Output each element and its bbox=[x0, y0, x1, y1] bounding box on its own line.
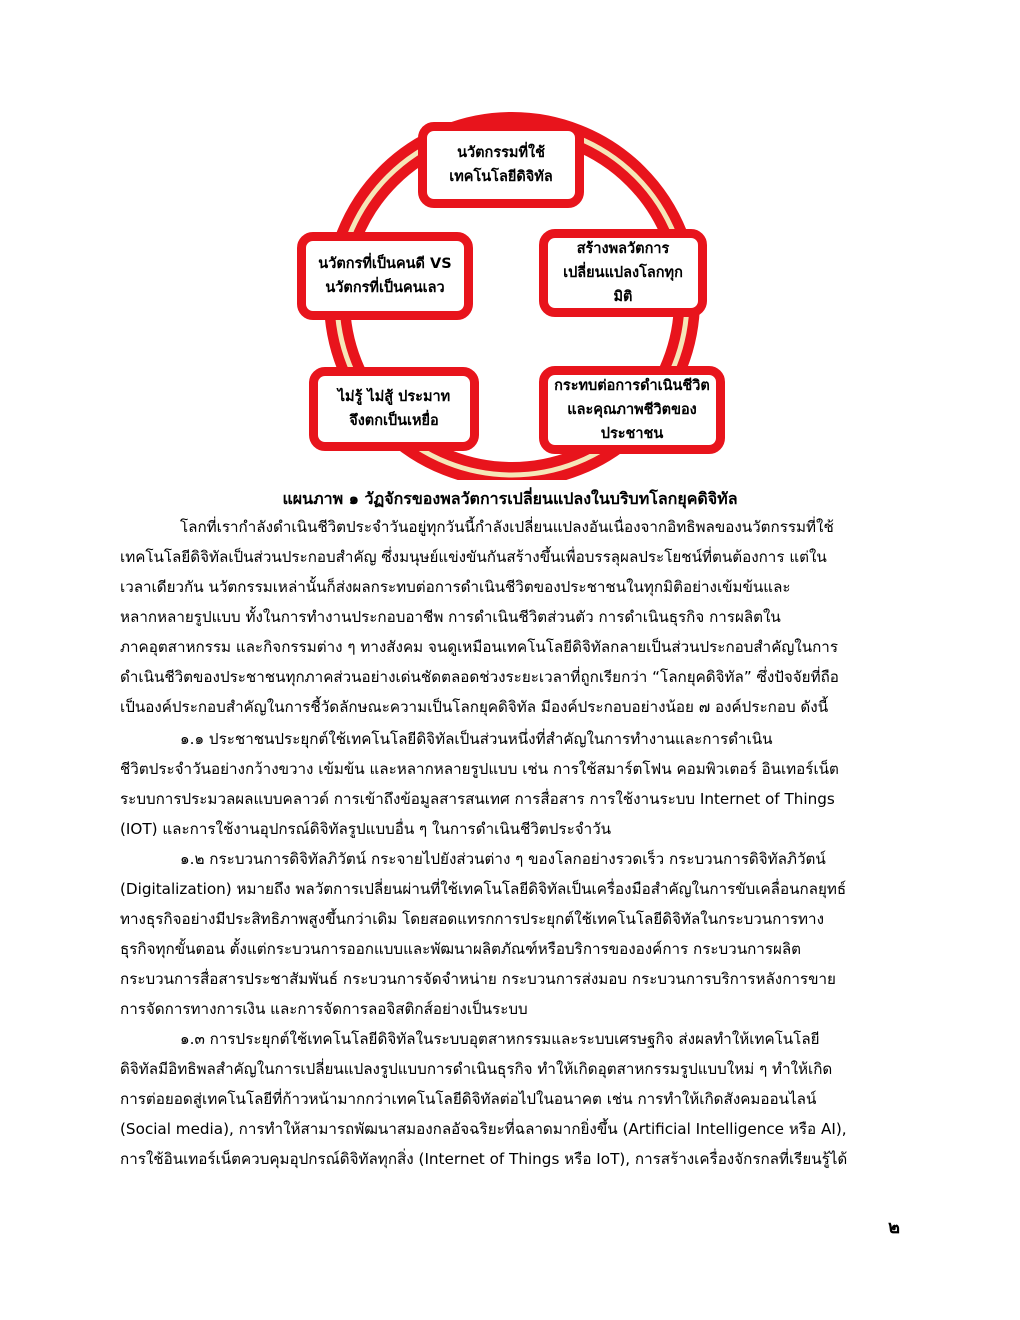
text-line: ทางธุรกิจอย่างมีประสิทธิภาพสูงขึ้นกว่าเดิม โดยสอดแทรกการประยุกต์ใช้เทคโนโลยีดิจิทัลในกระบวนการทาง bbox=[120, 910, 824, 928]
page-number: ๒ bbox=[888, 1217, 900, 1238]
text-line: ดำเนินชีวิตของประชาชนทุกภาคส่วนอย่างเด่นชัดตลอดช่วงระยะเวลาที่ถูกเรียกว่า “โลกยุคดิจิทัล” ซึ่งปัจจัยที่ถือ bbox=[120, 668, 839, 686]
cycle-node-victim: ไม่รู้ ไม่สู้ ประมาท จึงตกเป็นเหยื่อ bbox=[309, 367, 479, 451]
text-line: หลากหลายรูปแบบ ทั้งในการทำงานประกอบอาชีพ การดำเนินชีวิตส่วนตัว การดำเนินธุรกิจ การผลิตใน bbox=[120, 608, 781, 626]
text-line: ๑.๑ ประชาชนประยุกต์ใช้เทคโนโลยีดิจิทัลเป็นส่วนหนึ่งที่สำคัญในการทำงานและการดำเนิน bbox=[180, 730, 773, 748]
text-line: ดิจิทัลมีอิทธิพลสำคัญในการเปลี่ยนแปลงรูปแบบการดำเนินธุรกิจ ทำให้เกิดอุตสาหกรรมรูปแบบใหม่ ๆ ทำให้เกิด bbox=[120, 1060, 833, 1078]
text-line: ธุรกิจทุกขั้นตอน ตั้งแต่กระบวนการออกแบบและพัฒนาผลิตภัณฑ์หรือบริการขององค์การ กระบวนการผลิต bbox=[120, 940, 802, 958]
text-line: โลกที่เรากำลังดำเนินชีวิตประจำวันอยู่ทุกวันนี้กำลังเปลี่ยนแปลงอันเนื่องจากอิทธิพลของนวัตกรรมที่ใช้ bbox=[180, 518, 834, 536]
paragraph-1-1 bbox=[120, 724, 900, 844]
cycle-diagram bbox=[0, 0, 1020, 480]
paragraph-1-2 bbox=[120, 844, 900, 1024]
cycle-node-good-vs-bad-innovator: นวัตกรที่เป็นคนดี VS นวัตกรที่เป็นคนเลว bbox=[297, 232, 473, 320]
text-line: กระบวนการสื่อสารประชาสัมพันธ์ กระบวนการจัดจำหน่าย กระบวนการส่งมอบ กระบวนการบริการหลังการขาย bbox=[120, 970, 836, 988]
text-line: ชีวิตประจำวันอย่างกว้างขวาง เข้มข้น และหลากหลายรูปแบบ เช่น การใช้สมาร์ตโฟน คอมพิวเตอร์ อินเทอร์เน็ต bbox=[120, 760, 839, 778]
text-line: (Digitalization) หมายถึง พลวัตการเปลี่ยนผ่านที่ใช้เทคโนโลยีดิจิทัลเป็นเครื่องมือสำคัญในการขับเคลื่อนกลยุทธ์ bbox=[120, 880, 847, 898]
cycle-node-impact-on-life: กระทบต่อการดำเนินชีวิต และคุณภาพชีวิตของ ประชาชน bbox=[539, 366, 725, 454]
text-line: ๑.๒ กระบวนการดิจิทัลภิวัตน์ กระจายไปยังส่วนต่าง ๆ ของโลกอย่างรวดเร็ว กระบวนการดิจิทัลภิวัตน์ bbox=[180, 850, 826, 868]
cycle-node-dynamic-change: สร้างพลวัตการ เปลี่ยนแปลงโลกทุก มิติ bbox=[539, 229, 707, 317]
text-line: (Social media), การทำให้สามารถพัฒนาสมองกลอัจฉริยะที่ฉลาดมากยิ่งขึ้น (Artificial Intelligence หรือ AI), bbox=[120, 1120, 847, 1138]
figure-caption: แผนภาพ ๑ วัฏจักรของพลวัตการเปลี่ยนแปลงในบริบทโลกยุคดิจิทัล bbox=[282, 489, 738, 508]
text-line: การใช้อินเทอร์เน็ตควบคุมอุปกรณ์ดิจิทัลทุกสิ่ง (Internet of Things หรือ IoT), การสร้างเครื่องจักรกลที่เรียนรู้ได้ bbox=[120, 1150, 848, 1168]
text-line: การต่อยอดสู่เทคโนโลยีที่ก้าวหน้ามากกว่าเทคโนโลยีดิจิทัลต่อไปในอนาคต เช่น การทำให้เกิดสังคมออนไลน์ bbox=[120, 1090, 817, 1108]
paragraph-1-3 bbox=[120, 1024, 900, 1174]
text-line: เวลาเดียวกัน นวัตกรรมเหล่านั้นก็ส่งผลกระทบต่อการดำเนินชีวิตของประชาชนในทุกมิติอย่างเข้มข้นและ bbox=[120, 578, 791, 596]
text-line: เป็นองค์ประกอบสำคัญในการชี้วัดลักษณะความเป็นโลกยุคดิจิทัล มีองค์ประกอบอย่างน้อย ๗ องค์ประกอบ ดังนี้ bbox=[120, 698, 829, 716]
text-line: ภาคอุตสาหกรรม และกิจกรรมต่าง ๆ ทางสังคม จนดูเหมือนเทคโนโลยีดิจิทัลกลายเป็นส่วนประกอบสำคัญในการ bbox=[120, 638, 838, 656]
cycle-node-digital-innovation: นวัตกรรมที่ใช้ เทคโนโลยีดิจิทัล bbox=[418, 122, 584, 208]
text-line: การจัดการทางการเงิน และการจัดการลอจิสติกส์อย่างเป็นระบบ bbox=[120, 1000, 528, 1018]
text-line: (IOT) และการใช้งานอุปกรณ์ดิจิทัลรูปแบบอื่น ๆ ในการดำเนินชีวิตประจำวัน bbox=[120, 820, 612, 838]
cycle-ring bbox=[0, 0, 1020, 480]
text-line: ระบบการประมวลผลแบบคลาวด์ การเข้าถึงข้อมูลสารสนเทศ การสื่อสาร การใช้งานระบบ Internet of Things bbox=[120, 790, 835, 808]
text-line: ๑.๓ การประยุกต์ใช้เทคโนโลยีดิจิทัลในระบบอุตสาหกรรมและระบบเศรษฐกิจ ส่งผลทำให้เทคโนโลยี bbox=[180, 1030, 820, 1048]
paragraph-intro bbox=[120, 512, 900, 722]
text-line: เทคโนโลยีดิจิทัลเป็นส่วนประกอบสำคัญ ซึ่งมนุษย์แข่งขันกันสร้างขึ้นเพื่อบรรลุผลประโยชน์ที่ตนต้องการ แต่ใน bbox=[120, 548, 827, 566]
